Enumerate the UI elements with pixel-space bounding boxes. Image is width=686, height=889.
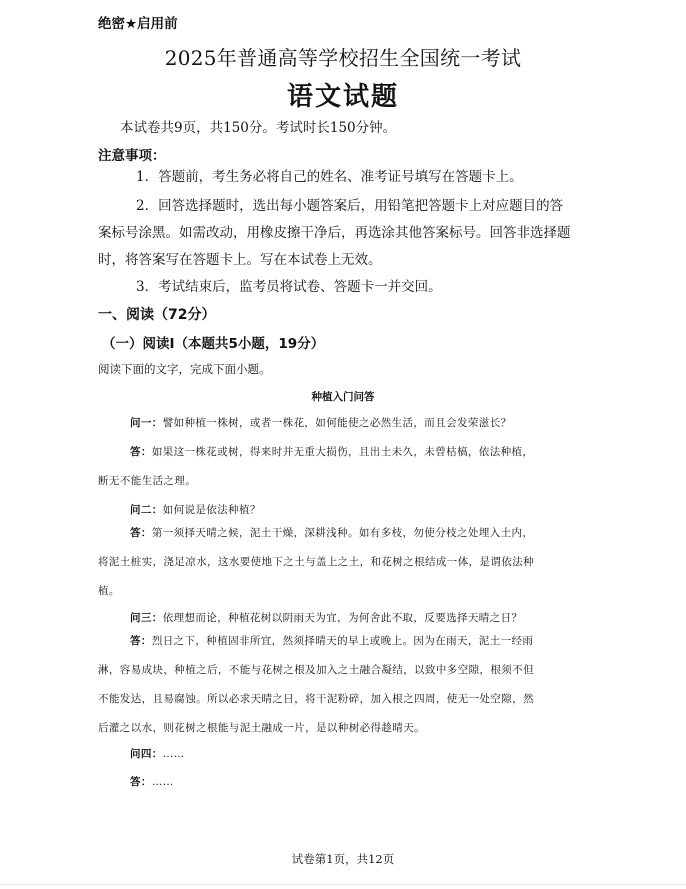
qa-text: …… — [151, 776, 174, 788]
article-line: 植。 — [98, 585, 120, 597]
subject-title: 语文试题 — [286, 82, 399, 112]
qa-text: 如何说是依法种植？ — [162, 504, 261, 516]
article-line: 将泥土桩实，浇足凉水，这水要使地下之土与盖上之土，和花树之根结成一体，是谓依法种 — [98, 556, 534, 568]
section-heading: 一、阅读（72分） — [98, 307, 216, 323]
qa-label: 问二： — [130, 504, 163, 516]
qa-text: …… — [162, 748, 185, 760]
article-question-4 — [98, 740, 582, 769]
qa-label: 问三： — [130, 612, 163, 624]
secret-mark: 绝密★启用前 — [98, 16, 178, 32]
qa-text: 譬如种植一株树，或者一株花，如何能使之必然生活，而且会发荣滋长？ — [162, 417, 512, 429]
article-line: 断无不能生活之理。 — [98, 475, 197, 487]
qa-label: 答： — [130, 776, 152, 788]
qa-label: 问一： — [130, 417, 163, 429]
qa-label: 答： — [130, 635, 152, 647]
note-item-2 — [98, 193, 582, 274]
page-bottom-divider — [0, 884, 686, 885]
qa-label: 问四： — [130, 748, 163, 760]
section-subheading: （一）阅读Ⅰ（本题共5小题，19分） — [102, 336, 325, 352]
exam-info: 本试卷共9页，共150分。考试时长150分钟。 — [120, 120, 397, 136]
article-line: 不能发达，且易腐蚀。所以必求天晴之日，将干泥粉碎，加入根之四周，使无一处空隙，然 — [98, 693, 534, 705]
note-line: 时，将答案写在答题卡上。写在本试卷上无效。 — [98, 252, 382, 268]
article-line: 后灌之以水，则花树之根能与泥土融成一片，是以种树必得趁晴天。 — [98, 722, 425, 734]
article-answer-3 — [98, 627, 582, 743]
notes-heading: 注意事项： — [98, 148, 166, 164]
article-question-1 — [98, 409, 582, 438]
article-line — [98, 768, 582, 797]
qa-text: 烈日之下，种植固非所宜，然须择晴天的早上或晚上。因为在雨天，泥土一经雨 — [151, 635, 534, 647]
note-line: 2．回答选择题时，选出每小题答案后，用铅笔把答题卡上对应题目的答 — [136, 198, 564, 214]
article-answer-1 — [98, 438, 582, 496]
qa-label: 答： — [130, 446, 152, 458]
qa-text: 第一须择天晴之候，泥土干燥，深耕浅种。如有多枝，勿使分枝之处埋入土内， — [151, 527, 534, 539]
exam-title: 2025年普通高等学校招生全国统一考试 — [164, 46, 522, 70]
article-line: 淋，容易成块，种植之后，不能与花树之根及加入之土融合凝结，以致中多空隙，根须不但 — [98, 664, 534, 676]
article-line — [98, 438, 582, 467]
note-item-1 — [98, 164, 582, 191]
article-line — [98, 627, 582, 656]
note-line: 3．考试结束后，监考员将试卷、答题卡一并交回。 — [136, 279, 442, 295]
page-footer: 试卷第1页，共12页 — [291, 852, 395, 866]
qa-text: 如果这一株花或树，得来时并无重大损伤，且出土未久，未曾枯槁，依法种植， — [151, 446, 534, 458]
reading-instruction: 阅读下面的文字，完成下面小题。 — [98, 362, 271, 376]
qa-label: 答： — [130, 527, 152, 539]
article-line — [98, 519, 582, 548]
note-line: 案标号涂黑。如需改动，用橡皮擦干净后，再选涂其他答案标号。回答非选择题 — [98, 225, 571, 241]
article-line — [98, 409, 582, 438]
qa-text: 依理想而论，种植花树以阴雨天为宜，为何舍此不取，反要选择天晴之日？ — [162, 612, 523, 624]
article-answer-4 — [98, 768, 582, 797]
article-title: 种植入门问答 — [311, 391, 375, 403]
article-answer-2 — [98, 519, 582, 606]
article-line — [98, 740, 582, 769]
note-line: 1．答题前，考生务必将自己的姓名、准考证号填写在答题卡上。 — [136, 169, 523, 185]
note-item-3 — [98, 274, 582, 301]
